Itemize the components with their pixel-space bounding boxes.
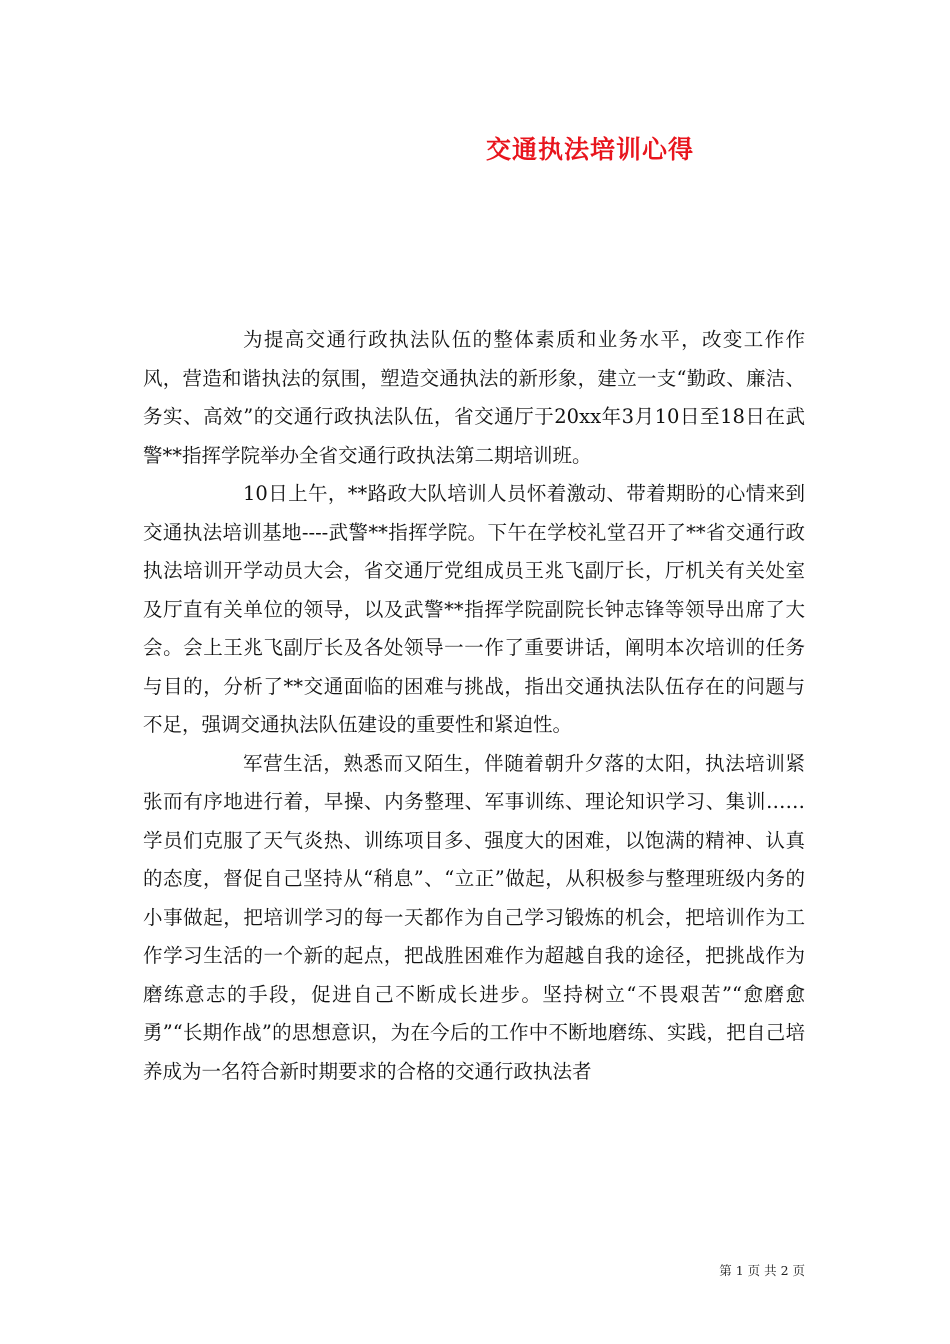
body-paragraph: 为提高交通行政执法队伍的整体素质和业务水平，改变工作作风，营造和谐执法的氛围，塑造交通执法的新形象，建立一支“勤政、廉洁、务实、高效”的交通行政执法队伍，省交通厅于20xx年3月10日至18日在武警**指挥学院举办全省交通行政执法第二期培训班。 [143, 328, 805, 467]
body-paragraph: 10日上午，**路政大队培训人员怀着激动、带着期盼的心情来到交通执法培训基地----武警**指挥学院。下午在学校礼堂召开了**省交通行政执法培训开学动员大会，省交通厅党组成员王兆飞副厅长，厅机关有关处室及厅直有关单位的领导，以及武警**指挥学院副院长钟志锋等领导出席了大会。会上王兆飞副厅长及各处领导一一作了重要讲话，阐明本次培训的任务与目的，分析了**交通面临的困难与挑战，指出交通执法队伍存在的问题与不足，强调交通执法队伍建设的重要性和紧迫性。 [143, 482, 805, 736]
page-number-footer: 第 1 页 共 2 页 [719, 1263, 805, 1278]
document-body [143, 321, 805, 1091]
document-title: 交通执法培训心得 [485, 135, 694, 164]
body-paragraph: 军营生活，熟悉而又陌生，伴随着朝升夕落的太阳，执法培训紧张而有序地进行着，早操、内务整理、军事训练、理论知识学习、集训……学员们克服了天气炎热、训练项目多、强度大的困难，以饱满的精神、认真的态度，督促自己坚持从“稍息”、“立正”做起，从积极参与整理班级内务的小事做起，把培训学习的每一天都作为自己学习锻炼的机会，把培训作为工作学习生活的一个新的起点，把战胜困难作为超越自我的途径，把挑战作为磨练意志的手段，促进自己不断成长进步。坚持树立“不畏艰苦”“愈磨愈勇”“长期作战”的思想意识，为在今后的工作中不断地磨练、实践，把自己培养成为一名符合新时期要求的合格的交通行政执法者 [143, 751, 805, 1083]
